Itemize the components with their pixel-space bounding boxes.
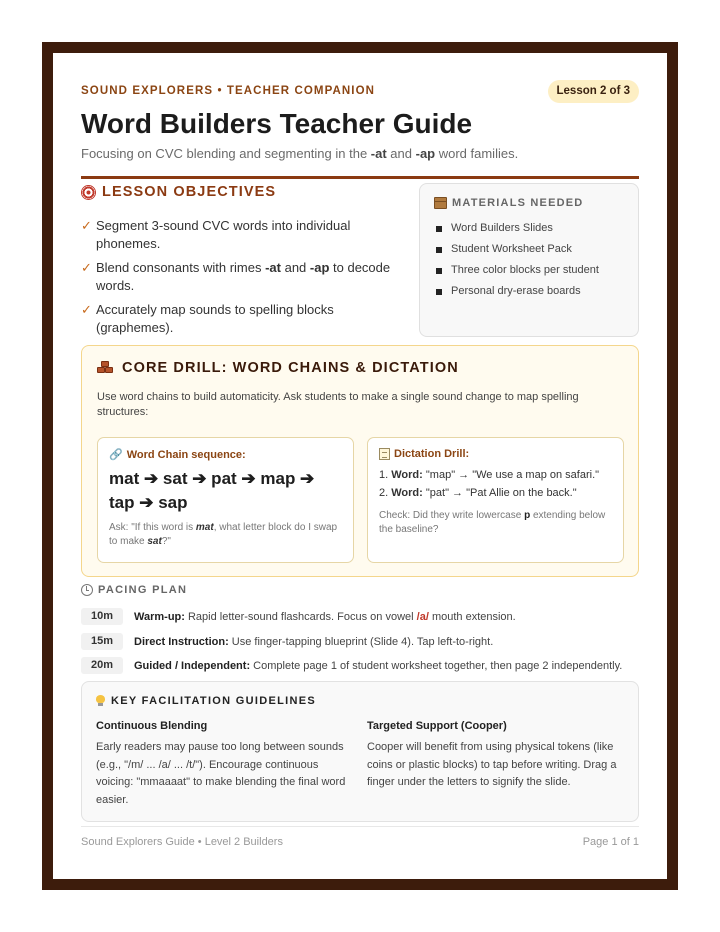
memo-icon (379, 448, 390, 460)
material-item: Personal dry-erase boards (434, 281, 624, 302)
target-icon (81, 185, 96, 200)
guideline-body: Cooper will benefit from using physical tokens (like coins or plastic blocks) to tap before writing. Drag a finger under the letters to signify the slide. (367, 741, 617, 788)
pacing-time: 15m (81, 633, 123, 650)
materials-list (434, 218, 624, 302)
pacing-row (81, 633, 493, 650)
pacing-heading: PACING PLAN (81, 584, 187, 596)
page-subtitle: Focusing on CVC blending and segmenting in the -at and -ap word families. (81, 146, 519, 161)
word-chain-card (97, 437, 354, 563)
material-item: Three color blocks per student (434, 260, 624, 281)
box-icon (434, 197, 447, 209)
material-item: Word Builders Slides (434, 218, 624, 239)
pacing-time: 10m (81, 608, 123, 625)
link-icon: 🔗 (109, 449, 123, 461)
pacing-description: Warm-up: Rapid letter-sound flashcards. Focus on vowel /a/ mouth extension. (134, 610, 516, 623)
core-drill-panel (81, 345, 639, 577)
word-chain-prompt: Ask: "If this word is mat, what letter block do I swap to make sat?" (109, 522, 338, 547)
page-title: Word Builders Teacher Guide (81, 108, 473, 139)
guideline-body: Early readers may pause too long between sounds (e.g., "/m/ ... /a/ ... /t/"). Encourage continuous voicing: "mmaaaat" to make blending the final word easier. (96, 741, 346, 806)
document-page (53, 53, 667, 879)
page-number: Page 1 of 1 (582, 836, 639, 848)
dictation-heading: Dictation Drill: (379, 448, 612, 460)
lesson-badge: Lesson 2 of 3 (548, 80, 640, 103)
word-chain-sequence: mat ➔ sat ➔ pat ➔ map ➔ tap ➔ sap (109, 469, 315, 512)
materials-panel (419, 183, 639, 337)
objective-item: ✓ Segment 3-sound CVC words into individual phonemes. (81, 218, 351, 251)
bullet-square-icon (436, 226, 442, 232)
bullet-square-icon (436, 268, 442, 274)
footer-left: Sound Explorers Guide • Level 2 Builders (81, 836, 283, 848)
objectives-heading: LESSON OBJECTIVES (81, 184, 276, 200)
dictation-item: 2. Word: "pat" → "Pat Allie on the back." (379, 487, 577, 499)
objective-item: ✓ Blend consonants with rimes -at and -ap to decode words. (81, 260, 391, 293)
pacing-time: 20m (81, 657, 123, 674)
series-kicker: SOUND EXPLORERS • TEACHER COMPANION (81, 85, 376, 97)
core-drill-description: Use word chains to build automaticity. Ask students to make a single sound change to map spelling structures: (97, 391, 579, 418)
pacing-description: Guided / Independent: Complete page 1 of student worksheet together, then page 2 independently. (134, 659, 623, 672)
guidelines-panel (81, 681, 639, 822)
bricks-icon (97, 361, 114, 376)
objectives-list (81, 217, 406, 343)
bullet-square-icon (436, 247, 442, 253)
objective-item: ✓ Accurately map sounds to spelling blocks (graphemes). (81, 302, 334, 335)
check-icon: ✓ (81, 218, 92, 233)
header-rule (81, 176, 639, 179)
guideline-title: Targeted Support (Cooper) (367, 720, 507, 732)
materials-heading: MATERIALS NEEDED (434, 197, 624, 209)
guideline-title: Continuous Blending (96, 720, 208, 732)
dictation-check: Check: Did they write lowercase p extending below the baseline? (379, 510, 606, 535)
bullet-square-icon (436, 289, 442, 295)
clock-icon (81, 584, 93, 596)
footer-rule (81, 826, 639, 827)
pacing-description: Direct Instruction: Use finger-tapping blueprint (Slide 4). Tap left-to-right. (134, 635, 494, 648)
dictation-card (367, 437, 624, 563)
dictation-list (379, 466, 612, 502)
core-drill-heading: CORE DRILL: WORD CHAINS & DICTATION (97, 360, 623, 376)
guideline-column (367, 720, 625, 792)
check-icon: ✓ (81, 302, 92, 317)
lightbulb-icon (96, 695, 105, 707)
dictation-item: 1. Word: "map" → "We use a map on safari." (379, 469, 600, 481)
material-item: Student Worksheet Pack (434, 239, 624, 260)
pacing-row (81, 657, 622, 674)
guideline-column (96, 720, 354, 809)
word-chain-heading: 🔗 Word Chain sequence: (109, 448, 246, 461)
pacing-row (81, 608, 516, 625)
guidelines-heading: KEY FACILITATION GUIDELINES (96, 695, 624, 707)
check-icon: ✓ (81, 260, 92, 275)
